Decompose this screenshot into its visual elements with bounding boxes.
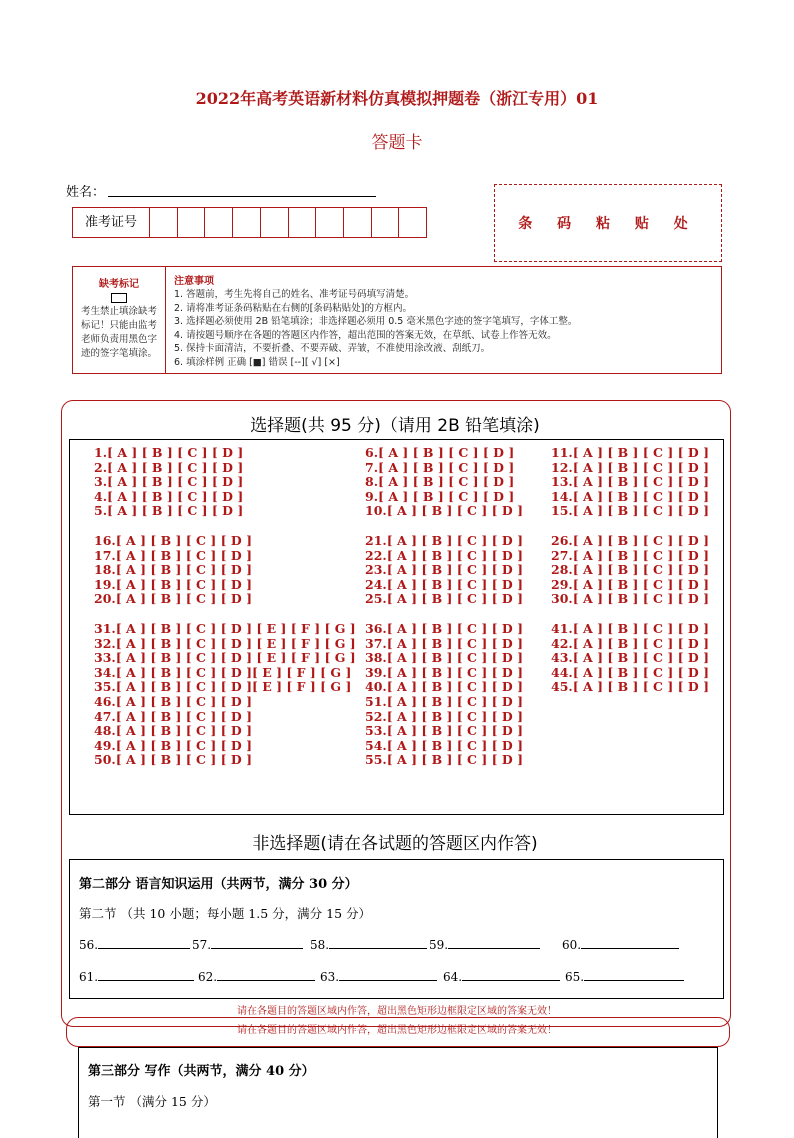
mc-question[interactable]: 43.[ A ] [ B ] [ C ] [ D ] <box>551 650 709 666</box>
blank-number: 65. <box>565 970 585 984</box>
mc-question[interactable]: 55.[ A ] [ B ] [ C ] [ D ] <box>365 752 523 768</box>
mc-question[interactable]: 24.[ A ] [ B ] [ C ] [ D ] <box>365 576 523 592</box>
mc-question[interactable]: 15.[ A ] [ B ] [ C ] [ D ] <box>551 503 709 519</box>
mc-question[interactable]: 3.[ A ] [ B ] [ C ] [ D ] <box>94 474 244 490</box>
exam-number-cell[interactable] <box>316 208 344 237</box>
blank-number: 60. <box>562 938 582 952</box>
mc-column-group1-right <box>551 446 709 519</box>
rules-panel <box>166 267 721 373</box>
mc-question[interactable]: 41.[ A ] [ B ] [ C ] [ D ] <box>551 621 709 636</box>
absent-mark-heading: 缺考标记 <box>99 279 139 290</box>
blank-number: 64. <box>443 970 463 984</box>
mc-question[interactable]: 23.[ A ] [ B ] [ C ] [ D ] <box>365 562 523 578</box>
mc-question[interactable]: 22.[ A ] [ B ] [ C ] [ D ] <box>365 547 523 563</box>
answer-blank[interactable] <box>565 968 684 984</box>
mc-question[interactable]: 46.[ A ] [ B ] [ C ] [ D ] <box>94 693 252 709</box>
mc-column-group2-right <box>551 534 709 607</box>
mc-question[interactable]: 37.[ A ] [ B ] [ C ] [ D ] <box>365 635 523 651</box>
mc-question[interactable]: 5.[ A ] [ B ] [ C ] [ D ] <box>94 503 244 519</box>
absent-mark-checkbox[interactable] <box>111 293 127 303</box>
mc-question[interactable]: 19.[ A ] [ B ] [ C ] [ D ] <box>94 576 252 592</box>
rule-item: 6. 填涂样例 正确 [■] 错误 [--][ √] [×] <box>174 356 340 368</box>
barcode-label: 条 码 粘 贴 处 <box>518 216 698 232</box>
mc-column-group3-left <box>94 622 356 768</box>
answer-blank[interactable] <box>310 936 427 952</box>
blank-number: 57. <box>192 938 212 952</box>
answer-blank[interactable] <box>320 968 437 984</box>
answer-area-warning-clipped: 请在各题目的答题区域内作答，超出黑色矩形边框限定区域的答案无效！ <box>237 1006 557 1017</box>
mc-question[interactable]: 28.[ A ] [ B ] [ C ] [ D ] <box>551 562 709 578</box>
exam-number-cell[interactable] <box>205 208 233 237</box>
mc-question[interactable]: 20.[ A ] [ B ] [ C ] [ D ] <box>94 591 252 607</box>
part2-title: 第二部分 语言知识运用（共两节，满分 30 分） <box>79 877 358 892</box>
mc-question[interactable]: 54.[ A ] [ B ] [ C ] [ D ] <box>365 737 523 753</box>
answer-blank[interactable] <box>429 936 540 952</box>
exam-number-cell[interactable] <box>344 208 372 237</box>
blank-number: 61. <box>79 970 99 984</box>
part2-section: 第二节 （共 10 小题；每小题 1.5 分，满分 15 分） <box>79 906 372 921</box>
blank-number: 62. <box>198 970 218 984</box>
barcode-area <box>494 184 722 262</box>
mc-question[interactable]: 44.[ A ] [ B ] [ C ] [ D ] <box>551 664 709 680</box>
part3-title: 第三部分 写作（共两节，满分 40 分） <box>88 1064 315 1079</box>
blank-number: 63. <box>320 970 340 984</box>
mc-question[interactable]: 21.[ A ] [ B ] [ C ] [ D ] <box>365 533 523 548</box>
mc-question[interactable]: 14.[ A ] [ B ] [ C ] [ D ] <box>551 488 709 504</box>
mc-column-group1-left <box>94 446 243 519</box>
exam-number-cell[interactable] <box>372 208 400 237</box>
name-field[interactable] <box>108 196 376 197</box>
mc-column-group3-mid <box>365 622 523 768</box>
mc-question[interactable]: 38.[ A ] [ B ] [ C ] [ D ] <box>365 650 523 666</box>
mc-question[interactable]: 36.[ A ] [ B ] [ C ] [ D ] <box>365 621 523 636</box>
mc-question[interactable]: 10.[ A ] [ B ] [ C ] [ D ] <box>365 503 523 519</box>
mc-question[interactable]: 11.[ A ] [ B ] [ C ] [ D ] <box>551 445 709 460</box>
blank-number: 58. <box>310 938 330 952</box>
mc-question[interactable]: 18.[ A ] [ B ] [ C ] [ D ] <box>94 562 252 578</box>
mc-question[interactable]: 2.[ A ] [ B ] [ C ] [ D ] <box>94 459 244 475</box>
answer-area-warning: 请在各题目的答题区域内作答，超出黑色矩形边框限定区域的答案无效！ <box>237 1025 557 1036</box>
mc-question[interactable]: 35.[ A ] [ B ] [ C ] [ D ][ E ] [ F ] [ G ] <box>94 679 352 695</box>
multiple-choice-heading: 选择题(共 95 分)（请用 2B 铅笔填涂) <box>250 416 540 436</box>
blank-number: 59. <box>429 938 449 952</box>
answer-blank[interactable] <box>198 968 315 984</box>
mc-question[interactable]: 42.[ A ] [ B ] [ C ] [ D ] <box>551 635 709 651</box>
rules-heading: 注意事项 <box>174 276 214 287</box>
exam-number-cell[interactable] <box>261 208 289 237</box>
non-multiple-choice-heading: 非选择题(请在各试题的答题区内作答) <box>252 834 538 854</box>
rule-item: 3. 选择题必须使用 2B 铅笔填涂；非选择题必须用 0.5 毫米黑色字迹的签字笔填写，字体工整。 <box>174 316 578 327</box>
mc-question[interactable]: 13.[ A ] [ B ] [ C ] [ D ] <box>551 474 709 490</box>
mc-question[interactable]: 9.[ A ] [ B ] [ C ] [ D ] <box>365 488 515 504</box>
mc-column-group3-right <box>551 622 709 695</box>
mc-column-group1-mid <box>365 446 523 519</box>
answer-blank[interactable] <box>192 936 303 952</box>
answer-blank[interactable] <box>562 936 679 952</box>
mc-question[interactable]: 34.[ A ] [ B ] [ C ] [ D ][ E ] [ F ] [ G ] <box>94 664 352 680</box>
name-label: 姓名： <box>66 185 106 200</box>
mc-question[interactable]: 39.[ A ] [ B ] [ C ] [ D ] <box>365 664 523 680</box>
exam-number-cell[interactable] <box>399 208 426 237</box>
mc-question[interactable]: 31.[ A ] [ B ] [ C ] [ D ] [ E ] [ F ] [ G ] <box>94 621 356 636</box>
answer-blank[interactable] <box>443 968 560 984</box>
mc-question[interactable]: 1.[ A ] [ B ] [ C ] [ D ] <box>94 445 244 460</box>
page-title: 2022年高考英语新材料仿真模拟押题卷（浙江专用）01 <box>195 89 599 108</box>
absent-mark-panel <box>73 267 166 373</box>
exam-number-cell[interactable] <box>178 208 206 237</box>
mc-question[interactable]: 7.[ A ] [ B ] [ C ] [ D ] <box>365 459 515 475</box>
exam-number-cell[interactable] <box>233 208 261 237</box>
mc-question[interactable]: 51.[ A ] [ B ] [ C ] [ D ] <box>365 693 523 709</box>
mc-question[interactable]: 50.[ A ] [ B ] [ C ] [ D ] <box>94 752 252 768</box>
exam-number-cell[interactable] <box>150 208 178 237</box>
mc-question[interactable]: 52.[ A ] [ B ] [ C ] [ D ] <box>365 708 523 724</box>
exam-number-box <box>72 207 427 238</box>
absent-mark-text: 考生禁止填涂缺考标记！只能由监考老师负责用黑色字迹的签字笔填涂。 <box>81 306 158 359</box>
mc-question[interactable]: 12.[ A ] [ B ] [ C ] [ D ] <box>551 459 709 475</box>
mc-question[interactable]: 33.[ A ] [ B ] [ C ] [ D ] [ E ] [ F ] [ G ] <box>94 650 356 666</box>
mc-question[interactable]: 47.[ A ] [ B ] [ C ] [ D ] <box>94 708 252 724</box>
mc-question[interactable]: 27.[ A ] [ B ] [ C ] [ D ] <box>551 547 709 563</box>
mc-question[interactable]: 45.[ A ] [ B ] [ C ] [ D ] <box>551 679 709 695</box>
mc-question[interactable]: 30.[ A ] [ B ] [ C ] [ D ] <box>551 591 709 607</box>
mc-question[interactable]: 6.[ A ] [ B ] [ C ] [ D ] <box>365 445 515 460</box>
mc-question[interactable]: 8.[ A ] [ B ] [ C ] [ D ] <box>365 474 515 490</box>
mc-column-group2-mid <box>365 534 523 607</box>
part3-section: 第一节 （满分 15 分） <box>88 1094 216 1109</box>
mc-question[interactable]: 17.[ A ] [ B ] [ C ] [ D ] <box>94 547 252 563</box>
mc-question[interactable]: 40.[ A ] [ B ] [ C ] [ D ] <box>365 679 523 695</box>
mc-question[interactable]: 4.[ A ] [ B ] [ C ] [ D ] <box>94 488 244 504</box>
exam-number-cell[interactable] <box>289 208 317 237</box>
answer-blank[interactable] <box>79 968 194 984</box>
mc-question[interactable]: 48.[ A ] [ B ] [ C ] [ D ] <box>94 723 252 739</box>
mc-question[interactable]: 25.[ A ] [ B ] [ C ] [ D ] <box>365 591 523 607</box>
mc-question[interactable]: 53.[ A ] [ B ] [ C ] [ D ] <box>365 723 523 739</box>
mc-question[interactable]: 32.[ A ] [ B ] [ C ] [ D ] [ E ] [ F ] [ G ] <box>94 635 356 651</box>
mc-question[interactable]: 29.[ A ] [ B ] [ C ] [ D ] <box>551 576 709 592</box>
exam-number-label: 准考证号 <box>73 208 150 237</box>
answer-blank[interactable] <box>79 936 190 952</box>
rule-item: 5. 保持卡面清洁，不要折叠、不要弄破、弄皱，不准使用涂改液、刮纸刀。 <box>174 343 491 354</box>
mc-question[interactable]: 26.[ A ] [ B ] [ C ] [ D ] <box>551 533 709 548</box>
page-subtitle: 答题卡 <box>371 133 423 153</box>
blank-number: 56. <box>79 938 99 952</box>
mc-column-group2-left <box>94 534 252 607</box>
rule-item: 2. 请将准考证条码粘贴在右侧的[条码粘贴处]的方框内。 <box>174 302 412 314</box>
rule-item: 4. 请按题号顺序在各题的答题区内作答，超出范围的答案无效，在草纸、试卷上作答无效。 <box>174 329 557 341</box>
mc-question[interactable]: 16.[ A ] [ B ] [ C ] [ D ] <box>94 533 252 548</box>
notice-panel <box>72 266 722 374</box>
mc-question[interactable]: 49.[ A ] [ B ] [ C ] [ D ] <box>94 737 252 753</box>
rule-item: 1. 答题前，考生先将自己的姓名、准考证号码填写清楚。 <box>174 289 415 300</box>
